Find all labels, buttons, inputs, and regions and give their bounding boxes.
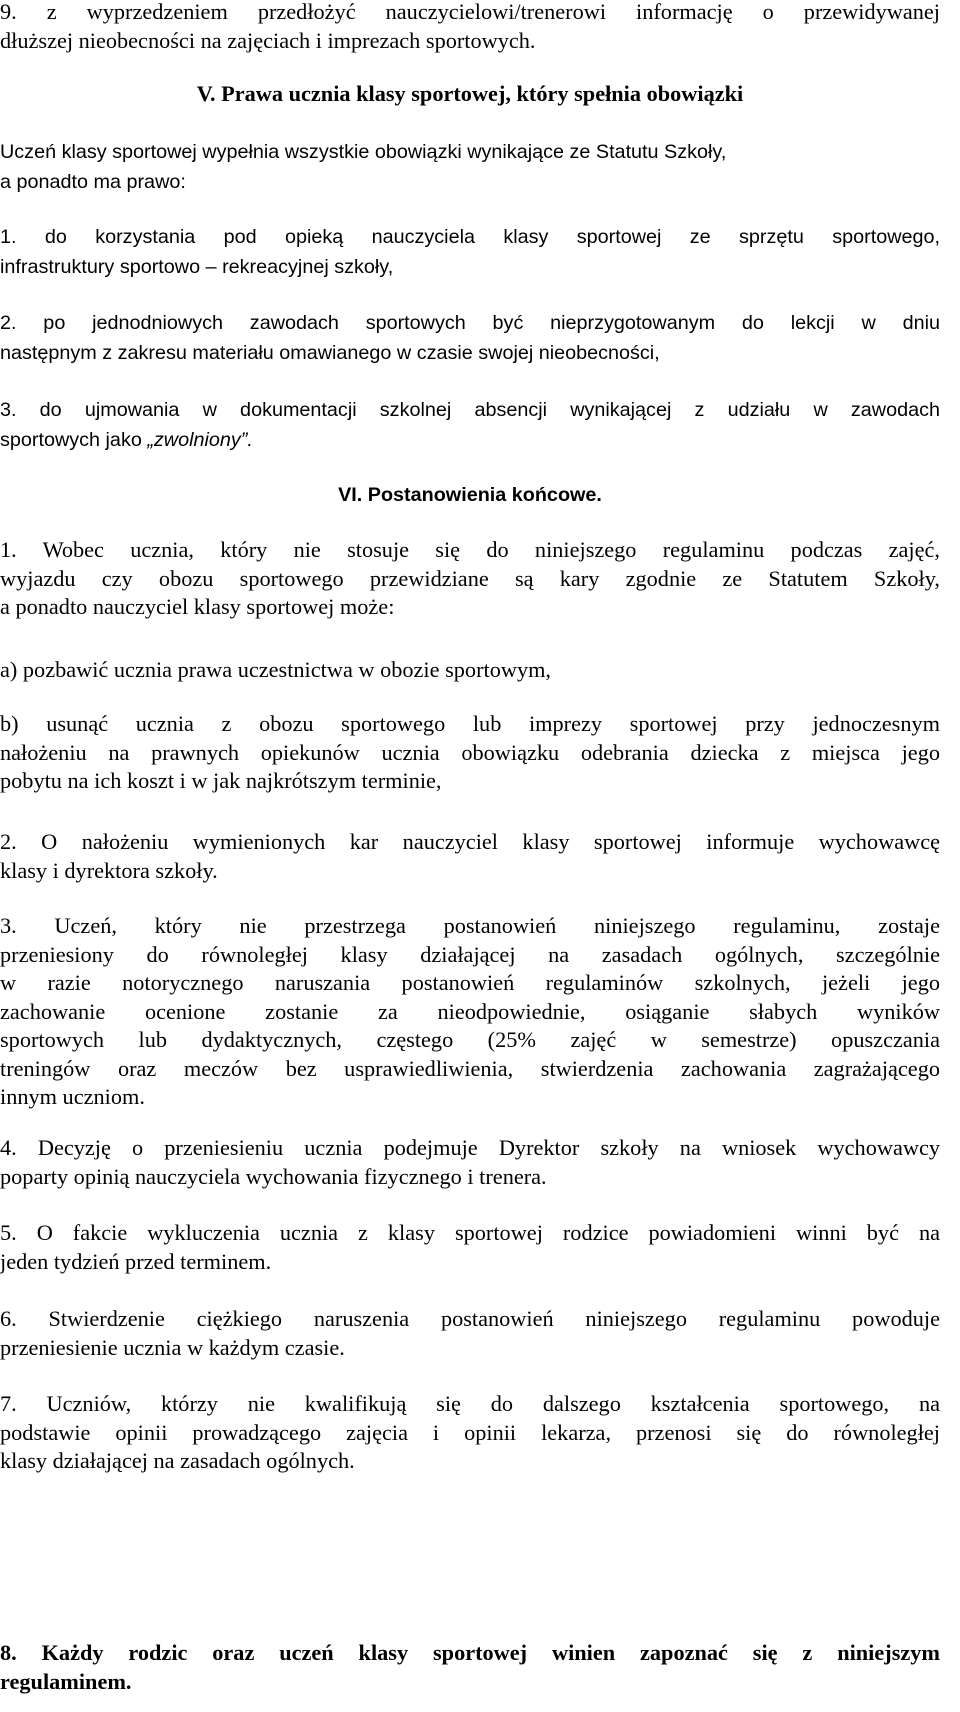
text-line: następnym z zakresu materiału omawianego w czasie swojej nieobecności,: [0, 342, 660, 365]
section-vi-p1: [0, 538, 960, 620]
section-v-intro: [0, 141, 960, 195]
section-vi-heading: [0, 484, 960, 507]
text-line: a ponadto ma prawo:: [0, 171, 186, 194]
text-line: 2. O nałożeniu wymienionych kar nauczyciel klasy sportowej informuje wychowawcę: [0, 829, 940, 854]
text-line: 3. do ujmowania w dokumentacji szkolnej absencji wynikającej z udziału w zawodach: [0, 399, 940, 421]
section-vi-p8: [0, 1641, 960, 1694]
text-line: 6. Stwierdzenie ciężkiego naruszenia postanowień niniejszego regulaminu powoduje: [0, 1306, 940, 1331]
section-title: VI. Postanowienia końcowe.: [338, 484, 602, 506]
text-line: przeniesienie ucznia w każdym czasie.: [0, 1334, 345, 1360]
section-vi-p4: [0, 1136, 960, 1189]
text-line: 1. Wobec ucznia, który nie stosuje się do niniejszego regulaminu podczas zajęć,: [0, 537, 940, 562]
text-line: treningów oraz meczów bez usprawiedliwienia, stwierdzenia zachowania zagrażającego: [0, 1055, 940, 1081]
text-line: 7. Uczniów, którzy nie kwalifikują się do dalszego kształcenia sportowego, na: [0, 1391, 940, 1416]
section-v-item-2: [0, 312, 960, 366]
text-line: 1. do korzystania pod opieką nauczyciela klasy sportowej ze sprzętu sportowego,: [0, 226, 940, 248]
text-line: a ponadto nauczyciel klasy sportowej może:: [0, 594, 395, 620]
text-line: b) usunąć ucznia z obozu sportowego lub imprezy sportowej przy jednoczesnym: [0, 711, 940, 736]
section-vi-p7: [0, 1392, 960, 1474]
text-line: regulaminem.: [0, 1668, 132, 1694]
intro-continuation: [0, 0, 960, 53]
text-line: 2. po jednodniowych zawodach sportowych być nieprzygotowanym do lekcji w dniu: [0, 312, 940, 334]
text-line: wyjazdu czy obozu sportowego przewidziane są kary zgodnie ze Statutem Szkoły,: [0, 565, 940, 591]
text-run: sportowych jako: [0, 429, 148, 452]
text-line: Uczeń klasy sportowej wypełnia wszystkie obowiązki wynikające ze Statutu Szkoły,: [0, 141, 727, 163]
text-line: w razie notorycznego naruszania postanowień regulaminów szkolnych, jeżeli jego: [0, 970, 940, 996]
text-line: nałożeniu na prawnych opiekunów ucznia obowiązku odebrania dziecka z miejsca jego: [0, 739, 940, 765]
text-line: infrastruktury sportowo – rekreacyjnej szkoły,: [0, 256, 394, 279]
text-line: a) pozbawić ucznia prawa uczestnictwa w obozie sportowym,: [0, 657, 552, 682]
section-vi-p6: [0, 1307, 960, 1360]
section-title: V. Prawa ucznia klasy sportowej, który spełnia obowiązki: [196, 81, 744, 106]
text-line: sportowych lub dydaktycznych, częstego (25% zajęć w semestrze) opuszczania: [0, 1027, 940, 1053]
quoted-term: „zwolniony”.: [147, 429, 253, 452]
text-line: 5. O fakcie wykluczenia ucznia z klasy sportowej rodzice powiadomieni winni być na: [0, 1220, 940, 1245]
text-line: zachowanie ocenione zostanie za nieodpowiednie, osiąganie słabych wyników: [0, 998, 940, 1024]
section-v-heading: [0, 82, 960, 107]
text-line: poparty opinią nauczyciela wychowania fizycznego i trenera.: [0, 1163, 547, 1189]
text-line: innym uczniom.: [0, 1084, 145, 1110]
text-line: 3. Uczeń, który nie przestrzega postanowień niniejszego regulaminu, zostaje: [0, 913, 940, 938]
text-line: pobytu na ich koszt i w jak najkrótszym terminie,: [0, 768, 442, 794]
section-vi-p2: [0, 830, 960, 883]
section-v-item-3: [0, 399, 960, 453]
text-line: jeden tydzień przed terminem.: [0, 1248, 272, 1274]
section-v-item-1: [0, 226, 960, 280]
text-line: 8. Każdy rodzic oraz uczeń klasy sportowej winien zapoznać się z niniejszym: [0, 1640, 940, 1665]
text-line: [0, 429, 940, 452]
text-line: 4. Decyzję o przeniesieniu ucznia podejmuje Dyrektor szkoły na wniosek wychowawcy: [0, 1135, 940, 1160]
section-vi-p3: [0, 914, 960, 1110]
section-vi-p5: [0, 1221, 960, 1274]
section-vi-pa: [0, 658, 960, 683]
text-line: przeniesiony do równoległej klasy działającej na zasadach ogólnych, szczególnie: [0, 941, 940, 967]
text-line: klasy działającej na zasadach ogólnych.: [0, 1448, 355, 1474]
text-line: podstawie opinii prowadzącego zajęcia i opinii lekarza, przenosi się do równoległej: [0, 1419, 940, 1445]
text-line: klasy i dyrektora szkoły.: [0, 857, 218, 883]
text-line: 9. z wyprzedzeniem przedłożyć nauczycielowi/trenerowi informację o przewidywanej: [0, 0, 940, 24]
text-line: dłuższej nieobecności na zajęciach i imprezach sportowych.: [0, 27, 536, 53]
section-vi-pb: [0, 712, 960, 794]
